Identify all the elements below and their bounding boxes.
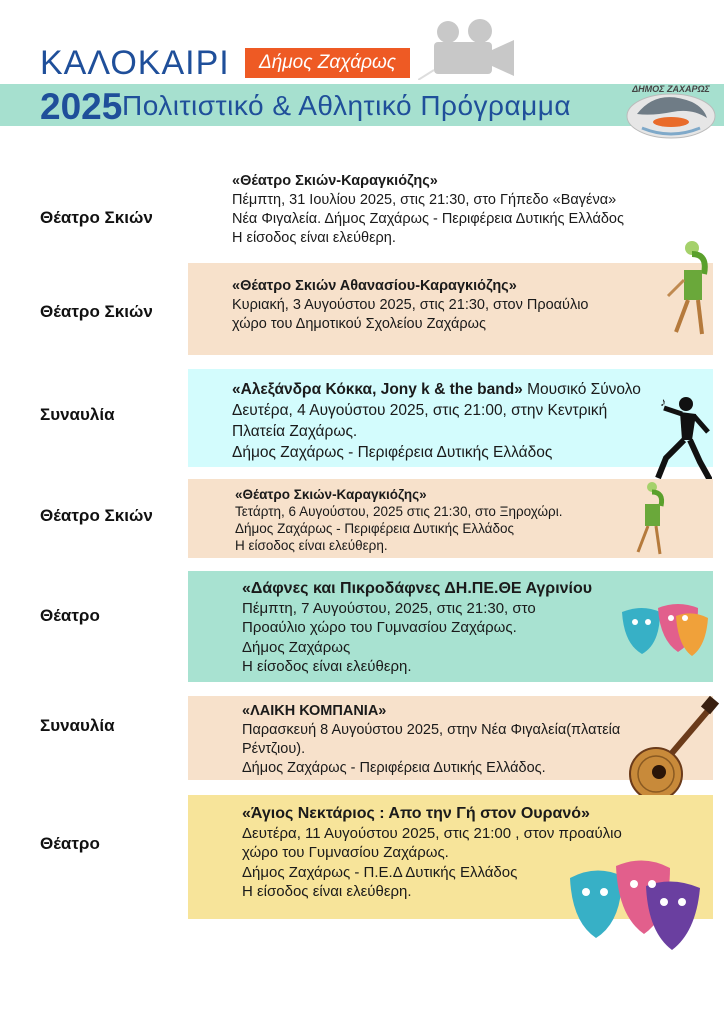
event-6-line-1: Παρασκευή 8 Αυγούστου 2025, στην Νέα Φιγαλεία(πλατεία: [242, 722, 621, 738]
event-5-line-3: Δήμος Ζαχάρως: [242, 638, 351, 656]
event-4-line-1: Τετάρτη, 6 Αυγούστου, 2025 στις 21:30, στο Ξηροχώρι.: [235, 504, 563, 519]
dancer-silhouette-icon: [652, 392, 712, 482]
event-4-line-3: Η είσοδος είναι ελεύθερη.: [235, 538, 388, 553]
theater-masks-large-icon: [566, 856, 706, 956]
event-7-line-1: Δευτέρα, 11 Αυγούστου 2025, στις 21:00 , στον προαύλιο: [242, 824, 622, 842]
event-6-category: Συναυλία: [40, 716, 115, 735]
event-3-title: «Αλεξάνδρα Κόκκα, Jony k & the band»: [232, 381, 523, 398]
event-7-line-4: Η είσοδος είναι ελεύθερη.: [242, 883, 412, 900]
event-7-category: Θέατρο: [40, 834, 100, 853]
event-7-line-2: χώρο του Γυμνασίου Ζαχάρως.: [242, 844, 449, 861]
event-2-title: «Θέατρο Σκιών Αθανασίου-Καραγκιόζης»: [232, 278, 517, 294]
season-title: ΚΑΛΟΚΑΙΡΙ: [40, 44, 230, 82]
event-7-title: «Άγιος Νεκτάριος : Απο την Γή στον Ουρανό»: [242, 805, 590, 822]
event-4-line-2: Δήμος Ζαχάρως - Περιφέρεια Δυτικής Ελλάδος: [235, 521, 514, 536]
municipality-badge: Δήμος Ζαχάρως: [245, 48, 410, 78]
event-5-text: [242, 579, 642, 677]
event-3-category: Συναυλία: [40, 405, 115, 424]
event-2-category: Θέατρο Σκιών: [40, 302, 153, 321]
bouzouki-icon: [626, 696, 720, 806]
event-5-category: Θέατρο: [40, 606, 100, 625]
municipality-logo: [622, 78, 720, 140]
event-3-line-3: Δήμος Ζαχάρως - Περιφέρεια Δυτικής Ελλάδος: [232, 444, 553, 461]
year-title: 2025: [40, 86, 123, 127]
film-camera-icon: [418, 18, 518, 80]
event-1-title: «Θέατρο Σκιών-Καραγκιόζης»: [232, 173, 438, 189]
program-subtitle: Πολιτιστικό & Αθλητικό Πρόγραμμα: [122, 90, 572, 121]
event-4-title: «Θέατρο Σκιών-Καραγκιόζης»: [235, 487, 427, 502]
event-3-line-2: Πλατεία Ζαχάρως.: [232, 423, 358, 440]
event-1-category: Θέατρο Σκιών: [40, 208, 153, 227]
karagiozis-puppet-small-icon: [628, 478, 672, 560]
svg-text:ΔΗΜΟΣ ΖΑΧΑΡΩΣ: ΔΗΜΟΣ ΖΑΧΑΡΩΣ: [632, 84, 710, 94]
event-3-title-suffix: Μουσικό Σύνολο: [522, 381, 641, 398]
event-6-line-2: Ρέντζιου).: [242, 741, 306, 757]
event-5-title: «Δάφνες και Πικροδάφνες ΔΗ.ΠΕ.ΘΕ Αγρινίου: [242, 580, 593, 597]
event-6-text: [242, 702, 642, 778]
event-3-line-1: Δευτέρα, 4 Αυγούστου 2025, στις 21:00, στην Κεντρική: [232, 402, 608, 419]
event-1-line-2: Νέα Φιγαλεία. Δήμος Ζαχάρως - Περιφέρεια Δυτικής Ελλάδος: [232, 211, 624, 227]
event-4-category: Θέατρο Σκιών: [40, 506, 153, 525]
event-2-text: [232, 277, 652, 334]
event-6-line-3: Δήμος Ζαχάρως - Περιφέρεια Δυτικής Ελλάδος.: [242, 760, 546, 776]
event-3-text: [232, 379, 692, 463]
event-5-line-4: Η είσοδος είναι ελεύθερη.: [242, 658, 412, 675]
event-2-line-1: Κυριακή, 3 Αυγούστου 2025, στις 21:30, στον Προαύλιο: [232, 297, 589, 313]
event-6-title: «ΛΑΙΚΗ ΚΟΜΠΑΝΙΑ»: [242, 703, 387, 719]
event-5-line-2: Προαύλιο χώρο του Γυμνασίου Ζαχάρως.: [242, 619, 517, 636]
event-1-line-1: Πέμπτη, 31 Ιουλίου 2025, στις 21:30, στο Γήπεδο «Βαγένα»: [232, 192, 617, 208]
event-1-text: [232, 172, 684, 248]
event-7-line-3: Δήμος Ζαχάρως - Π.Ε.Δ Δυτικής Ελλάδος: [242, 863, 518, 881]
karagiozis-puppet-icon: [662, 236, 712, 346]
event-5-line-1: Πέμπτη, 7 Αυγούστου, 2025, στις 21:30, στο: [242, 599, 536, 617]
event-4-text: [235, 486, 635, 554]
svg-text:♪: ♪: [660, 395, 666, 409]
event-1-line-3: Η είσοδος είναι ελεύθερη.: [232, 230, 396, 246]
theater-masks-icon: [620, 600, 710, 662]
event-2-line-2: χώρο του Δημοτικού Σχολείου Ζαχάρως: [232, 316, 486, 332]
